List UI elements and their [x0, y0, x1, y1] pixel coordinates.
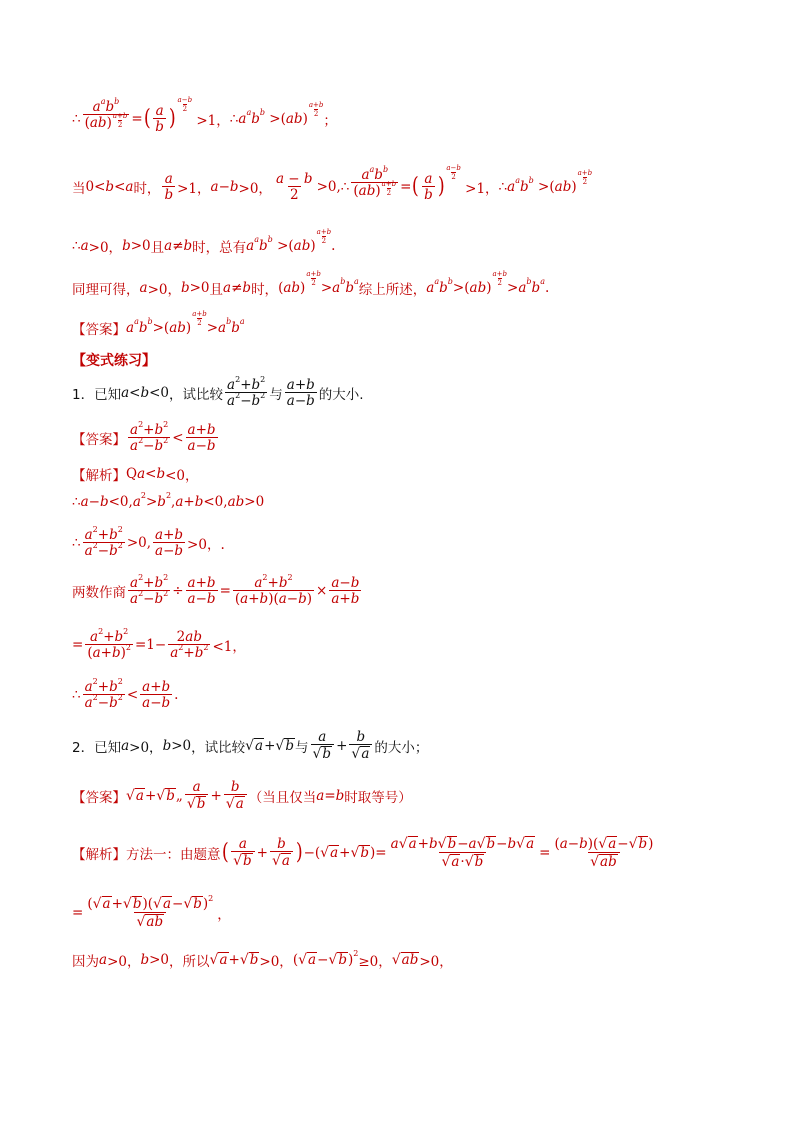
derivation-line-4: 同理可得， a >0， b >0 且 a ≠ b 时， ( ab ) $\frac{a+b}{2}$ > a b b a 综上所述， a a b b >( ab ) $\frac{a+b}{2}$ > a b b a . — [72, 270, 550, 298]
section-header-variant: 【变式练习】 — [72, 353, 156, 369]
fraction: $a^ab^b$ (ab) $\frac{a+b}{2}$ — [83, 100, 130, 138]
question-2-analysis-line-2: = ( √ a + √ b )( √ a − √ b )$^2$ √ ab ， — [72, 894, 231, 930]
derivation-line-3: ∴ a >0， b >0 且 a ≠ b 时，总有 a a b b >( ab ) $\frac{a+b}{2}$ . — [72, 228, 336, 256]
question-1-analysis-line-1: 【解析】 Q a < b <0， — [72, 466, 199, 484]
derivation-line-2: 当 0< b < a 时， $\frac{a}{b}$ >1， a − b >0， $\frac{a - b}{2}$ >0, ∴ $a^ab^b$ (ab) $\frac{a+b}{2}$ = ( $\frac{a}{b}$ ) $\frac{a-b}{2}$ >1， ∴ a a b b >( ab ) $\frac{a+b}{2}$ — [72, 168, 592, 206]
question-2-analysis-line-3: 因为 a >0， b >0 ，所以 √ a + √ b >0， ( √ a − √ b ) 2 ≥0， √ ab >0， — [72, 948, 453, 970]
question-1-analysis-line-2: ∴ a − b <0, a 2 > b 2 , a + b <0, ab >0 — [72, 490, 265, 510]
therefore-symbol: ∴ — [72, 111, 81, 128]
question-1-analysis-line-6: ∴ $\frac{a^2+b^2}{a^2-b^2}$ < $\frac{a+b}{a-b}$ . — [72, 677, 179, 712]
answer-line: 【答案】 a a b b >( ab ) $\frac{a+b}{2}$ > a b b a — [72, 310, 245, 338]
question-1-analysis-line-3: ∴ $\frac{a^2+b^2}{a^2-b^2}$ >0, $\frac{a+b}{a-b}$ >0，. — [72, 525, 225, 560]
question-2-answer: 【答案】 √ a + √ b „ a √ b + b √ a （当且仅当 a = b 时取等号） — [72, 779, 412, 813]
question-2: 2．已知 a >0， b >0 ，试比较 √ a + √ b 与 a √ b + b √ a 的大小； — [72, 729, 429, 763]
question-1-answer: 【答案】 $\frac{a^2+b^2}{a^2-b^2}$ < $\frac{a+b}{a-b}$ — [72, 420, 216, 455]
question-1: 1．已知 a < b <0 ，试比较 $\frac{a^2+b^2}{a^2-b^2}$ 与 $\frac{a+b}{a-b}$ 的大小. — [72, 375, 364, 410]
question-2-analysis-line-1: 【解析】 方法一：由题意 ( a √ b + b √ a ) −( √ a + √ b )= a √ a +b √ b −a √ b −b √ a √ a · √ b = (a−b)( √ a − √ b ) √ ab — [72, 835, 654, 870]
derivation-line-1: ∴ $a^ab^b$ (ab) $\frac{a+b}{2}$ = ( $\frac{a}{b}$ ) $\frac{a-b}{2}$ >1， ∴ a a b b >( ab ) $\frac{a+b}{2}$ ； — [72, 100, 337, 138]
question-1-analysis-line-5: = $\frac{a^2+b^2}{(a+b)^2}$ =1− $\frac{2ab}{a^2+b^2}$ <1， — [72, 627, 246, 662]
question-1-analysis-line-4: 两数作商 $\frac{a^2+b^2}{a^2-b^2}$ ÷ $\frac{a+b}{a-b}$ = $\frac{a^2+b^2}{(a+b)(a-b)}$ × $\frac{a-b}{a+b}$ — [72, 573, 360, 608]
answer-tag: 【答案】 — [72, 322, 126, 338]
